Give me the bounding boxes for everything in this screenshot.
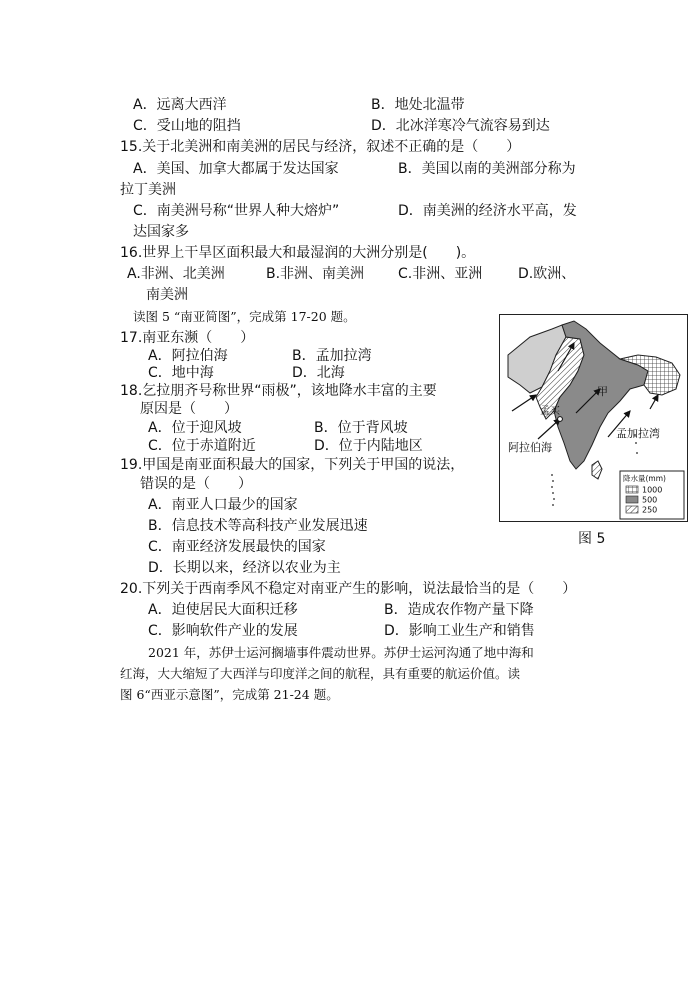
q18-option-d: D．位于内陆地区	[314, 438, 423, 454]
q16-stem: 16.世界上干旱区面积最大和最湿润的大洲分别是( )。	[120, 245, 476, 261]
label-jia: 甲	[597, 385, 608, 398]
q19-option-c: C．南亚经济发展最快的国家	[148, 539, 326, 555]
mumbai-dot	[558, 417, 563, 422]
legend-value-1000: 1000	[642, 485, 663, 495]
q14-option-a: A．远离大西洋	[133, 97, 227, 113]
q16-option-b: B.非洲、南美洲	[266, 266, 365, 282]
q18-option-a: A．位于迎风坡	[148, 420, 242, 436]
q15-option-d: D．南美洲的经济水平高，发	[398, 203, 577, 219]
q20-option-d: D．影响工业生产和销售	[384, 623, 535, 639]
label-arabian-sea: 阿拉伯海	[508, 441, 552, 454]
q19-option-a: A．南亚人口最少的国家	[148, 497, 298, 513]
label-mumbai: 孟买	[540, 406, 560, 417]
q14-option-d: D．北冰洋寒冷气流容易到达	[371, 118, 550, 134]
q20-option-a: A．迫使居民大面积迁移	[148, 602, 298, 618]
q17-option-c: C．地中海	[148, 365, 214, 381]
legend-value-500: 500	[642, 495, 658, 505]
q14-option-c: C．受山地的阻挡	[133, 118, 241, 134]
legend-swatch-1000	[626, 486, 638, 493]
island-south	[592, 461, 602, 479]
q17-option-d: D．北海	[292, 365, 345, 381]
q14-option-b: B．地处北温带	[371, 97, 465, 113]
q15-option-c: C．南美洲号称“世界人种大熔炉”	[133, 203, 340, 219]
figure6-intro-line3: 图 6“西亚示意图”，完成第 21-24 题。	[120, 687, 339, 702]
q15-option-a: A．美国、加拿大都属于发达国家	[133, 161, 339, 177]
q18-stem-cont: 原因是（ ）	[140, 401, 238, 417]
legend-value-250: 250	[642, 505, 658, 515]
q15-stem: 15.关于北美洲和南美洲的居民与经济，叙述不正确的是（ ）	[120, 139, 521, 155]
legend-title: 降水量(mm)	[623, 474, 666, 483]
q19-option-b: B．信息技术等高科技产业发展迅速	[148, 518, 368, 534]
q15-option-b-cont: 拉丁美洲	[120, 182, 176, 198]
q17-option-a: A．阿拉伯海	[148, 348, 228, 364]
q15-option-d-cont: 达国家多	[133, 224, 189, 240]
q17-option-b: B．孟加拉湾	[292, 348, 372, 364]
q19-option-d: D．长期以来，经济以农业为主	[148, 560, 341, 576]
precipitation-legend	[620, 471, 684, 519]
q16-option-d-cont: 南美洲	[146, 287, 188, 303]
legend-swatch-500	[626, 496, 638, 503]
figure6-intro-line1: 2021 年，苏伊士运河搁墙事件震动世界。苏伊士运河沟通了地中海和	[148, 645, 534, 660]
q16-option-d: D.欧洲、	[518, 266, 576, 282]
q16-option-c: C.非洲、亚洲	[398, 266, 483, 282]
label-bay-of-bengal: 孟加拉湾	[616, 427, 660, 440]
q17-stem: 17.南亚东濒（ ）	[120, 330, 255, 346]
q18-option-b: B．位于背风坡	[314, 420, 408, 436]
south-asia-map-drawing	[500, 315, 687, 521]
q20-option-b: B．造成农作物产量下降	[384, 602, 534, 618]
figure6-intro-line2: 红海，大大缩短了大西洋与印度洋之间的航程，具有重要的航运价值。读	[120, 666, 521, 681]
q20-stem: 20.下列关于西南季风不稳定对南亚产生的影响，说法最恰当的是（ ）	[120, 581, 577, 597]
q19-stem: 19.甲国是南亚面积最大的国家，下列关于甲国的说法，	[120, 457, 465, 473]
figure5-caption: 图 5	[578, 531, 606, 547]
legend-swatch-250	[626, 506, 638, 513]
south-asia-map	[499, 314, 688, 522]
q19-stem-cont: 错误的是（ ）	[140, 476, 252, 492]
q18-stem: 18.乞拉朋齐号称世界“雨极”，该地降水丰富的主要	[120, 383, 437, 399]
figure5-intro: 读图 5 “南亚简图”，完成第 17-20 题。	[133, 309, 356, 324]
q18-option-c: C．位于赤道附近	[148, 438, 256, 454]
q16-option-a: A.非洲、北美洲	[127, 266, 225, 282]
q15-option-b: B．美国以南的美洲部分称为	[398, 161, 576, 177]
q20-option-c: C．影响软件产业的发展	[148, 623, 298, 639]
